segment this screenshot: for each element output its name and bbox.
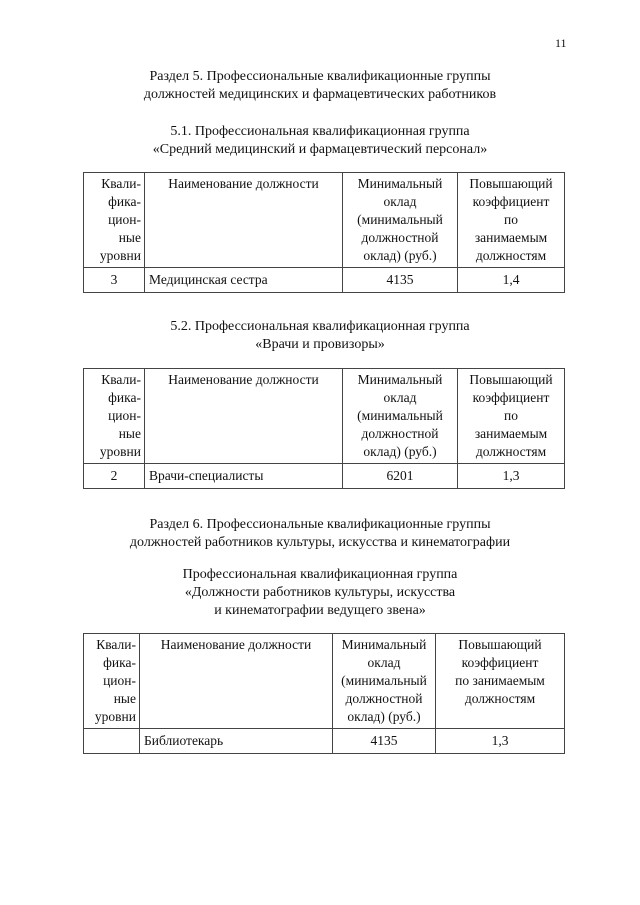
header-level: Квали- фика- цион- ные уровни	[84, 369, 145, 464]
header-position-name: Наименование должности	[140, 634, 333, 729]
header-salary: Минимальный оклад (минимальный должностной оклад) (руб.)	[333, 634, 436, 729]
header-level: Квали- фика- цион- ные уровни	[84, 173, 145, 268]
cell-salary: 4135	[333, 729, 436, 754]
cell-position-name: Медицинская сестра	[145, 268, 343, 293]
header-position-name: Наименование должности	[145, 369, 343, 464]
header-salary: Минимальный оклад (минимальный должностной оклад) (руб.)	[343, 369, 458, 464]
table-header-row	[84, 369, 565, 464]
header-level: Квали- фика- цион- ные уровни	[84, 634, 140, 729]
section-5-title-line: должностей медицинских и фармацевтических работников	[143, 87, 497, 102]
table-6	[83, 633, 565, 754]
cell-coefficient: 1,3	[436, 729, 565, 754]
section-6-title	[0, 516, 640, 552]
header-position-name: Наименование должности	[145, 173, 343, 268]
group-6-title-line: «Должности работников культуры, искусства	[184, 585, 456, 600]
cell-salary: 6201	[343, 464, 458, 489]
cell-position-name: Библиотекарь	[140, 729, 333, 754]
cell-salary: 4135	[343, 268, 458, 293]
group-6-title	[0, 566, 640, 620]
cell-level: 3	[84, 268, 145, 293]
page-number: 11	[555, 36, 567, 50]
section-6-title-line: должностей работников культуры, искусства и кинематографии	[129, 535, 511, 550]
cell-level	[84, 729, 140, 754]
section-5-title-line: Раздел 5. Профессиональные квалификационные группы	[149, 69, 491, 84]
table-5-1	[83, 172, 565, 293]
table-row	[84, 464, 565, 489]
table-header-row	[84, 634, 565, 729]
table-row	[84, 729, 565, 754]
section-6-title-line: Раздел 6. Профессиональные квалификационные группы	[149, 517, 491, 532]
header-coefficient: Повышающий коэффициент по занимаемым должностям	[458, 369, 565, 464]
cell-coefficient: 1,4	[458, 268, 565, 293]
group-5-1-title-line: «Средний медицинский и фармацевтический персонал»	[152, 142, 488, 157]
header-coefficient: Повышающий коэффициент по занимаемым должностям	[436, 634, 565, 729]
group-5-2-title-line: «Врачи и провизоры»	[255, 337, 385, 352]
group-5-1-title-line: 5.1. Профессиональная квалификационная группа	[170, 124, 470, 139]
group-5-2-title	[0, 318, 640, 354]
table-header-row	[84, 173, 565, 268]
table-5-2	[83, 368, 565, 489]
group-5-1-title	[0, 123, 640, 159]
cell-position-name: Врачи-специалисты	[145, 464, 343, 489]
group-6-title-line: и кинематографии ведущего звена»	[214, 603, 426, 618]
group-6-title-line: Профессиональная квалификационная группа	[182, 567, 458, 582]
table-row	[84, 268, 565, 293]
header-salary: Минимальный оклад (минимальный должностной оклад) (руб.)	[343, 173, 458, 268]
group-5-2-title-line: 5.2. Профессиональная квалификационная группа	[170, 319, 470, 334]
header-coefficient: Повышающий коэффициент по занимаемым должностям	[458, 173, 565, 268]
section-5-title	[0, 68, 640, 104]
cell-level: 2	[84, 464, 145, 489]
cell-coefficient: 1,3	[458, 464, 565, 489]
